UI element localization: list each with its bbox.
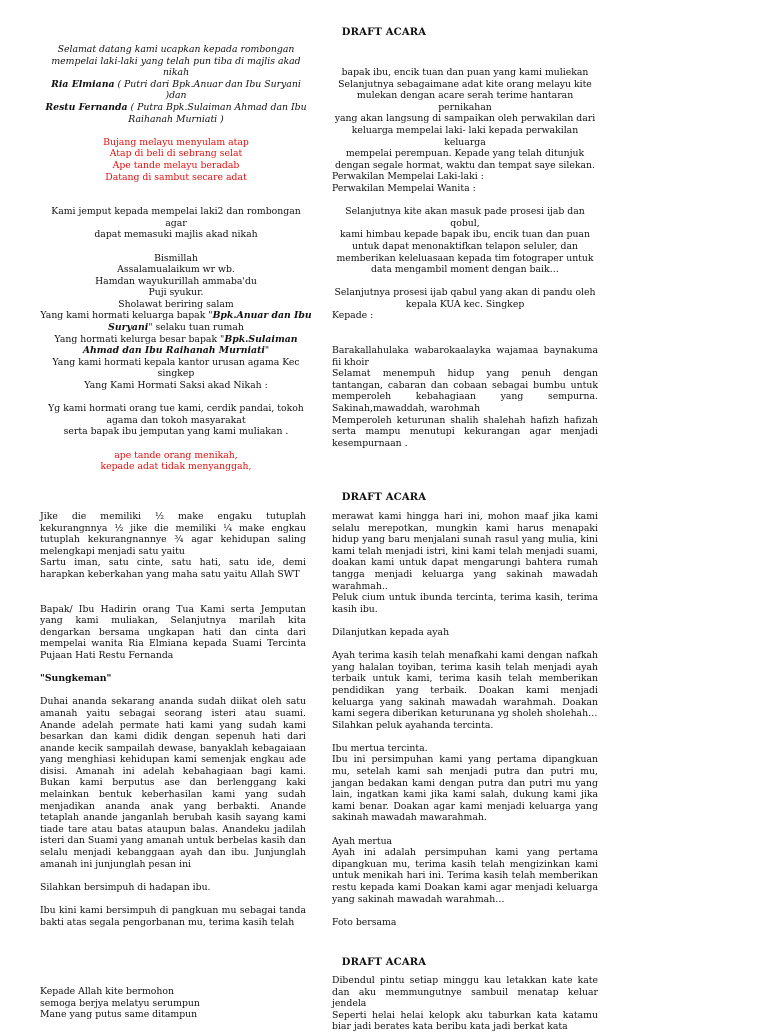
ijab-line: Selanjutnya kite akan masuk pade prosesi ijab dan qobul, xyxy=(345,206,585,229)
serah-line: keluarga mempelai laki- laki kepada perwakilan keluarga xyxy=(351,124,579,148)
page2-left-column xyxy=(40,511,306,928)
doa-paragraph: Memperoleh keturunan shalih shalehah hafizh hafizah serta mampu menutupi kekurangan agar menjadi kesempurnaan . xyxy=(332,414,598,449)
hormat-name: Ahmad dan Ibu Raihanah Murniati xyxy=(82,345,265,357)
tua-line: Yg kami hormati orang tue kami, cerdik pandai, tokoh xyxy=(48,403,304,415)
paragraph: Foto bersama xyxy=(332,916,397,928)
hormat-line: Yang hormati kelurga besar bapak " xyxy=(54,333,225,345)
kepade-label: Kepade : xyxy=(332,310,374,322)
red-line: kepade adat tidak menyanggah, xyxy=(100,461,252,473)
serah-line: mulekan dengan acare serah terime hantaran pernikahan xyxy=(356,90,574,113)
pantun-line: Datang di sambut secare adat xyxy=(105,171,247,183)
paragraph: Ayah terima kasih telah menafkahi kami dengan nafkah yang halalan toyiban, terima kasih telah menjadi ayah terbaik untuk kami, terima kasih telah memberikan pendidikan yang terbaik. Doakan kami menjadi keluarga yang sakinah mawadah warahmah. Doakan kami segera diberikan keturunana yg sholeh sholehah… xyxy=(332,650,598,720)
groom-name: Restu Fernanda xyxy=(45,101,128,113)
paragraph: Ibu ini persimpuhan kami yang pertama dipangkuan mu, setelah kami sah menjadi putra dan putri mu, jangan bedakan kami dengan putra dan putri mu yang lain, ingatkan kami jika kami salah, dukung kami jika kami benar. Doakan agar kami menjadi keluarga yang sakinah mawadah mawarahmah. xyxy=(332,754,598,824)
bismillah: Bismillah xyxy=(154,252,198,264)
hormat-line: " xyxy=(264,345,270,357)
paragraph: Sartu iman, satu cinte, satu hati, satu ide, demi harapkan keberkahan yang maha satu yaitu Allah SWT xyxy=(40,557,306,580)
paragraph: Silahkan peluk ayahanda tercinta. xyxy=(332,719,494,731)
kua-line: Yang kami hormati kepala kantor urusan agama Kec xyxy=(52,356,300,368)
welcome-line: Selamat datang kami ucapkan kepada rombongan xyxy=(57,44,295,55)
invite-line: dapat memasuki majlis akad nikah xyxy=(94,229,258,241)
sungkeman-heading: "Sungkeman" xyxy=(40,673,112,685)
kua-line: Selanjutnya prosesi ijab qabul yang akan di pandu oleh xyxy=(334,287,596,299)
ijab-line: memberikan keleluasaan kepada tim fotograper untuk xyxy=(336,252,594,264)
paragraph: Ayah ini adalah persimpuhan kami yang pertama dipangkuan mu, terima kasih telah mengizinkan kami untuk menikah hari ini. Terima kasih telah memberikan restu kepada kami Doakan kami agar menjadi keluarga yang sakinah mawadah warahmah… xyxy=(332,847,598,905)
welcome-line: mempelai laki-laki yang telah pun tiba di majlis akad nikah xyxy=(51,55,301,79)
pantun-line: Atap di beli di sebrang selat xyxy=(109,148,243,160)
paragraph: Ibu mertua tercinta. xyxy=(332,742,428,754)
hormat-line: Yang kami hormati keluarga bapak " xyxy=(40,310,213,322)
doa-paragraph: Barakallahulaka wabarokaalayka wajamaa baynakuma fii khoir xyxy=(332,345,598,368)
pantun-line: Mane yang putus same ditampun xyxy=(40,1009,198,1021)
paragraph: Jike die memiliki ½ make engaku tutuplah kekurangnnya ½ jike die memiliki ¼ make engkau tutuplah kekurangnannye ¾ agar kehidupan saling melengkapi menjadi satu yaitu xyxy=(40,511,306,557)
hormat-line: " selaku tuan rumah xyxy=(148,322,244,334)
welcome-line: ( Putra Bpk.Sulaiman Ahmad dan Ibu xyxy=(127,101,307,113)
sholawat: Sholawat beriring salam xyxy=(118,298,234,310)
ijab-line: untuk dapat menonaktifkan telapon seluler, dan xyxy=(351,240,579,252)
bride-name: Ria Elmiana xyxy=(51,78,115,90)
paragraph: Duhai ananda sekarang ananda sudah diikat oleh satu amanah yaitu sebagai seorang isteri atau suami. Anande adelah permate hati kami yang sudah kami besarkan dan kami didik dengan sepenuh hati dari anande kecik sampailah dewase, banyaklah kebagaiaan yang menghiasi kehidupan kami semenjak engkau ade disisi. Amanah ini adelah kebahagiaan bagi kami. Bukan kami berputus ase dan berlenggang kaki melainkan bentuk keberhasilan kami yang sudah menjadikan ananda anak yang berbakti. Anande tetaplah anande janganlah berubah kasih sayang kami tiade tare atau batas ataupun balas. Anandeku jadilah isteri dan Suami yang amanah untuk berbelas kasih dan selalu menjadi kebanggaan ayah dan ibu. Junjunglah amanah ini junjunglah pesan ini xyxy=(40,696,306,870)
page3-right-column xyxy=(332,975,598,1033)
paragraph: Silahkan bersimpuh di hadapan ibu. xyxy=(40,881,211,893)
page2-right-column xyxy=(332,511,598,928)
hamdan: Hamdan wayukurillah ammaba'du xyxy=(95,275,257,287)
invite-line: Kami jemput kepada mempelai laki2 dan rombongan agar xyxy=(51,206,301,229)
serah-line: mempelai perempuan. Kepade yang telah ditunjuk xyxy=(345,148,585,160)
pantun-line: Kepade Allah kite bermohon xyxy=(40,986,174,997)
kua-line: singkep xyxy=(157,368,195,380)
paragraph: Ibu kini kami bersimpuh di pangkuan mu sebagai tanda bakti atas segala pengorbanan mu, terima kasih telah xyxy=(40,905,306,928)
serah-line: Selanjutnya sebagaimane adat kite orang melayu kite xyxy=(338,78,592,90)
hormat-name: Suryani xyxy=(108,322,149,334)
serah-line: yang akan langsung di sampaikan oleh perwakilan dari xyxy=(334,113,596,125)
kua-line: kepala KUA kec. Singkep xyxy=(405,298,525,310)
salam: Assalamualaikum wr wb. xyxy=(117,264,235,276)
paragraph: Dilanjutkan kepada ayah xyxy=(332,626,450,638)
saksi-line: Yang Kami Hormati Saksi akad Nikah : xyxy=(84,380,268,392)
ijab-line: data mengambil moment dengan baik… xyxy=(371,264,559,276)
hormat-name: Bpk.Anuar dan Ibu xyxy=(212,310,312,322)
perwakilan-laki: Perwakilan Mempelai Laki-laki : xyxy=(332,171,484,183)
paragraph: Seperti helai helai kelopk aku taburkan kata katamu biar jadi berates kata beribu kata jadi berkat kata xyxy=(332,1009,598,1033)
tua-line: serta bapak ibu jemputan yang kami muliakan . xyxy=(63,426,289,438)
page-title-3: DRAFT ACARA xyxy=(341,957,427,968)
paragraph: Bapak/ Ibu Hadirin orang Tua Kami serta Jemputan yang kami muliakan, Selanjutnya marilah kita dengarkan bersama ungkapan hati dan cinta dari mempelai wanita Ria Elmiana kepada Suami Tercinta Pujaan Hati Restu Fernanda xyxy=(40,603,306,661)
paragraph: Dibendul pintu setiap minggu kau letakkan kate kate dan aku memmungutnye sambuil menatap keluar jendela xyxy=(332,975,598,1010)
page-title-1: DRAFT ACARA xyxy=(341,27,427,38)
pantun-line: semoga berjya melatyu serumpun xyxy=(40,997,200,1009)
red-line: ape tande orang menikah, xyxy=(114,449,238,461)
pantun-line: Ape tande melayu beradab xyxy=(112,159,240,171)
page1-left-column xyxy=(40,44,312,473)
paragraph: Peluk cium untuk ibunda tercinta, terima kasih, terima kasih ibu. xyxy=(332,592,598,615)
perwakilan-wanita: Perwakilan Mempelai Wanita : xyxy=(332,182,476,194)
page1-right-column xyxy=(332,67,598,449)
welcome-line: ( Putri dari Bpk.Anuar dan Ibu Suryani )dan xyxy=(114,78,301,102)
paragraph: Ayah mertua xyxy=(332,835,393,847)
tua-line: agama dan tokoh masyarakat xyxy=(106,414,246,426)
page3-left-column xyxy=(40,986,306,1021)
welcome-line: Raihanah Murniati ) xyxy=(128,113,224,125)
doa-paragraph: Selamat menempuh hidup yang penuh dengan tantangan, cabaran dan cobaan sebagai bumbu untuk memperoleh kebahagiaan yang sempurna. Sakinah,mawaddah, warohmah xyxy=(332,368,598,415)
serah-line: dengan segale hormat, waktu dan tempat saye silekan. xyxy=(335,159,595,171)
paragraph: merawat kami hingga hari ini, mohon maaf jika kami selalu merepotkan, mungkin kami harus menapaki hidup yang baru menjalani sunah rasul yang mulia, kini kami telah menjadi istri, kini kami telah menjadi suami, doakan kami untuk dapat mengarungi bahtera rumah tangga menjadi keluarga yang sakinah mawadah warahmah.. xyxy=(332,511,598,592)
serah-line: bapak ibu, encik tuan dan puan yang kami muliekan xyxy=(341,67,589,78)
pantun-line: Bujang melayu menyulam atap xyxy=(103,136,249,148)
puji-syukur: Puji syukur. xyxy=(148,287,204,299)
ijab-line: kami himbau kepade bapak ibu, encik tuan dan puan xyxy=(340,229,590,241)
hormat-name: Bpk.Sulaiman xyxy=(224,333,298,345)
page-title-2: DRAFT ACARA xyxy=(341,492,427,503)
